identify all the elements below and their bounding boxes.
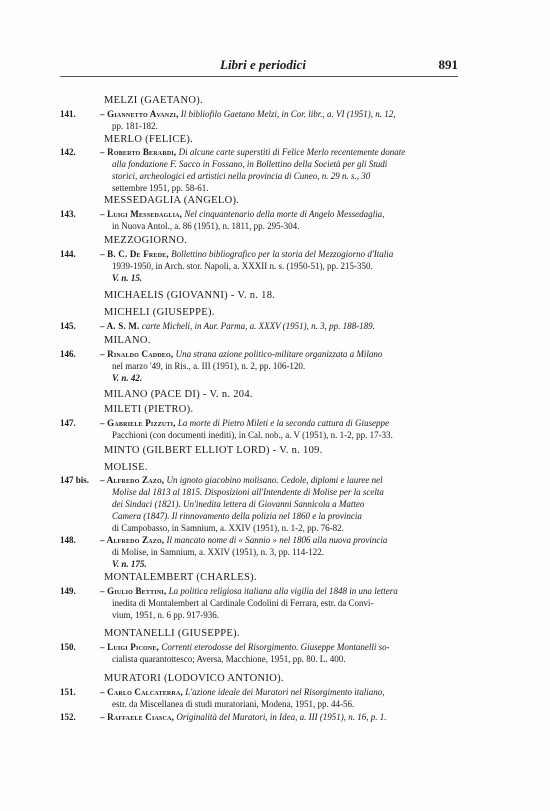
entry-author: – Luigi Messedaglia, xyxy=(100,209,183,219)
heading-melzi: MELZI (GAETANO). xyxy=(104,95,204,106)
entry-text: di Molise, in Samnium, a. XXIV (1951), n. 3, pp. 114-122. xyxy=(112,547,324,557)
entry-author: – Carlo Calcaterra, xyxy=(100,687,183,697)
heading-molise: MOLISE. xyxy=(104,462,148,473)
heading-merlo: MERLO (FELICE). xyxy=(104,134,194,145)
entry-text: La morte di Pietro Mileti e la seconda cattura di Giuseppe xyxy=(177,418,389,428)
entry-text: 1939-1950, in Arch. stor. Napoli, a. XXXII n. s. (1950-51), pp. 215-350. xyxy=(112,261,373,271)
entry-text: di Campobasso, in Samnium, a. XXIV (1951), n. 1-2, pp. 76-82. xyxy=(112,523,344,533)
entry-number: 146. xyxy=(60,349,76,359)
entry-number: 148. xyxy=(60,535,76,545)
entry-text: Camera (1847). Il rinnovamento della polizia nel 1860 e la provincia xyxy=(112,511,362,521)
entry-author: – Gabriele Pizzuti, xyxy=(100,418,176,428)
entry-text: inedita di Montalembert al Cardinale Codolini di Ferrara, estr. da Convi- xyxy=(112,598,374,608)
entry-author: – Rinaldo Caddeo, xyxy=(100,349,174,359)
entry-number: 152. xyxy=(60,712,76,722)
entry-text: estr. da Miscellanea di studi muratoriani, Modena, 1951, pp. 44-56. xyxy=(112,699,355,709)
header-rule xyxy=(60,76,458,77)
document-page xyxy=(60,0,510,811)
heading-montanelli: MONTANELLI (GIUSEPPE). xyxy=(104,628,240,639)
entry-text: carte Micheli, in Aur. Parma, a. XXXV (1951), n. 3, pp. 188-189. xyxy=(141,321,375,331)
entry-number: 141. xyxy=(60,109,76,119)
running-title: Libri e periodici xyxy=(220,57,306,72)
cross-reference: V. n. 15. xyxy=(112,273,143,283)
heading-micheli: MICHELI (GIUSEPPE). xyxy=(104,307,215,318)
entry-author: – A. S. M. xyxy=(100,321,140,331)
entry-text: Bollettino bibliografico per la storia del Mezzogiorno d'Italia xyxy=(171,249,394,259)
entry-text: Originalità del Muratori, in Idea, a. III (1951), n. 16, p. 1. xyxy=(176,712,387,722)
entry-text: Molise dal 1813 al 1815. Disposizioni all'Intendente di Molise per la scelta xyxy=(112,487,384,497)
entry-text: cialista quarantottesco; Aversa, Macchione, 1951, pp. 80. L. 400. xyxy=(112,654,346,664)
heading-milano-pace: MILANO (PACE DI) - V. n. 204. xyxy=(104,389,253,400)
entry-text: settembre 1951, pp. 58-61. xyxy=(112,183,209,193)
entry-number: 151. xyxy=(60,687,76,697)
running-header xyxy=(60,57,458,77)
entry-text: dei Sindaci (1821). Un'inedita lettera di Giovanni Sannicola a Matteo xyxy=(112,499,365,509)
cross-reference: V. n. 42. xyxy=(112,373,143,383)
entry-text: Correnti eterodosse del Risorgimento. Giuseppe Montanelli so- xyxy=(161,642,390,652)
entry-text: in Nuova Antol., a. 86 (1951), n. 1811, pp. 295-304. xyxy=(112,221,300,231)
entry-text: Il bibliofilo Gaetano Melzi, in Cor. libr., a. VI (1951), n. 12, xyxy=(180,109,396,119)
entry-text: pp. 181-182. xyxy=(112,121,158,131)
heading-michaelis: MICHAELIS (GIOVANNI) - V. n. 18. xyxy=(104,290,276,301)
entry-text: Pacchioni (con documenti inediti), in Cal. nob., a. V (1951), n. 1-2, pp. 17-33. xyxy=(112,430,393,440)
page-number: 891 xyxy=(438,57,458,72)
entry-author: – B. C. De Frede, xyxy=(100,249,169,259)
entry-number: 143. xyxy=(60,209,76,219)
cross-reference: V. n. 175. xyxy=(112,559,147,569)
entry-author: – Giannetto Avanzi, xyxy=(100,109,179,119)
heading-minto: MINTO (GILBERT ELLIOT LORD) - V. n. 109. xyxy=(104,445,323,456)
heading-montalembert: MONTALEMBERT (CHARLES). xyxy=(104,572,257,583)
entry-number: 149. xyxy=(60,586,76,596)
entry-author: – Luigi Picone, xyxy=(100,642,160,652)
entry-text: Il mancato nome di « Sannio » nel 1806 alla nuova provincia xyxy=(166,535,388,545)
heading-mileti: MILETI (PIETRO). xyxy=(104,404,194,415)
heading-mezzogiorno: MEZZOGIORNO. xyxy=(104,235,188,246)
entry-number: 147. xyxy=(60,418,76,428)
entry-text: Di alcune carte superstiti di Felice Merlo recentemente donate xyxy=(178,147,406,157)
entry-author: – Roberto Berardi, xyxy=(100,147,177,157)
heading-muratori: MURATORI (LODOVICO ANTONIO). xyxy=(104,673,284,684)
entry-author: – Giulio Bettini, xyxy=(100,586,167,596)
entry-number: 150. xyxy=(60,642,76,652)
entry-text: alla fondazione F. Sacco in Fossano, in Bollettino della Società per gli Studi xyxy=(112,159,388,169)
entry-text: Nel cinquantenario della morte di Angelo Messedaglia, xyxy=(184,209,385,219)
entry-number: 142. xyxy=(60,147,76,157)
entry-text: nel marzo '49, in Ris., a. III (1951), n. 2, pp. 106-120. xyxy=(112,361,306,371)
entry-author: – Alfredo Zazo, xyxy=(100,535,165,545)
entry-number: 144. xyxy=(60,249,76,259)
entry-text: storici, archeologici ed artistici nella provincia di Cuneo, n. 29 n. s., 30 xyxy=(112,171,371,181)
entry-text: La politica religiosa italiana alla vigilia del 1848 in una lettera xyxy=(168,586,398,596)
entry-text: L'azione ideale dei Muratori nel Risorgimento italiano, xyxy=(185,687,385,697)
entry-number: 145. xyxy=(60,321,76,331)
heading-messedaglia: MESSEDAGLIA (ANGELO). xyxy=(104,195,240,206)
entry-text: Una strana azione politico-militare organizzata a Milano xyxy=(175,349,383,359)
heading-milano: MILANO. xyxy=(104,335,151,346)
entry-text: Un ignoto giacobino molisano. Cedole, diplomi e lauree nel xyxy=(166,475,383,485)
entry-author: – Raffaele Ciasca, xyxy=(100,712,175,722)
entry-text: vium, 1951, n. 6 pp. 917-936. xyxy=(112,610,219,620)
entry-author: – Alfredo Zazo, xyxy=(100,475,165,485)
entry-number: 147 bis. xyxy=(60,475,90,485)
